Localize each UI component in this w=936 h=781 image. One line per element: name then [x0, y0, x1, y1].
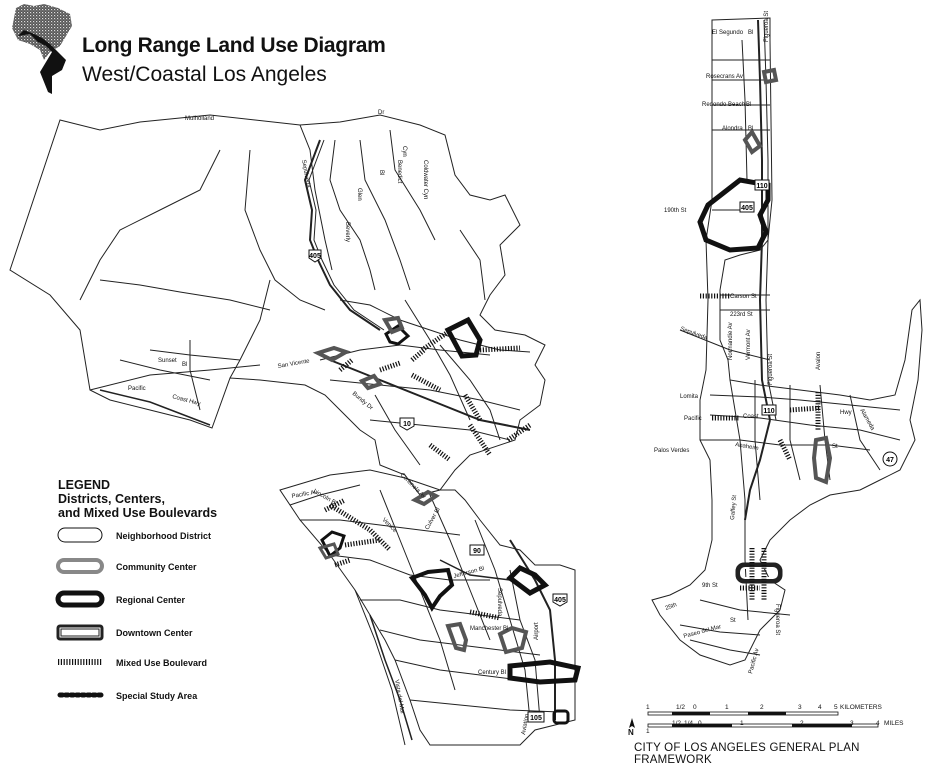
label-alondra-bl: Bl [748, 126, 754, 132]
label-lomita: Lomita [680, 394, 699, 400]
label-sunset: Sunset [158, 358, 177, 364]
label-el-segundo: El Segundo [712, 30, 744, 36]
label-rosecrans: Rosecrans Av [706, 74, 743, 80]
street-labels-west [128, 110, 540, 735]
mi-tick-1: 1/2 [672, 720, 682, 727]
label-culver: Culver Bl [424, 506, 442, 531]
legend-item-community: Community Center [116, 562, 197, 572]
legend-heading-3: and Mixed Use Boulevards [58, 506, 218, 520]
legend-item-regional: Regional Center [116, 595, 186, 605]
north-arrow-label: N [628, 728, 634, 737]
label-pacific: Pacific [128, 386, 146, 392]
label-anaheim: Anaheim [734, 442, 760, 453]
label-st-25th: St [730, 618, 736, 624]
south-region [280, 470, 575, 745]
label-carson: Carson St [730, 294, 757, 300]
km-tick-5: 3 [798, 704, 802, 711]
label-coast-east: Coast [743, 414, 759, 420]
label-alameda: Alameda [858, 408, 876, 432]
freeway-405-west-label: 405 [309, 253, 321, 260]
legend-symbols [58, 528, 102, 695]
mi-tick-3: 0 [698, 720, 702, 727]
label-9th-st: 9th St [702, 583, 718, 589]
km-tick-2: 0 [693, 704, 697, 711]
label-glen: Glen [356, 188, 362, 201]
km-tick-6: 4 [818, 704, 822, 711]
label-century: Century Bl [478, 670, 507, 676]
label-mulholland: Mulholland [185, 116, 215, 122]
label-figueroa: Figueroa St [768, 353, 774, 385]
label-sunset-bl: Bl [182, 362, 188, 368]
mi-tick-2: 1/4 [684, 720, 694, 727]
freeway-110-north [755, 180, 769, 190]
km-tick-1: 1/2 [676, 704, 686, 711]
km-label: KILOMETERS [840, 704, 882, 711]
freeway-405-east-label: 405 [741, 205, 753, 212]
label-bl-glen: Bl [378, 170, 384, 176]
mi-label: MILES [884, 720, 904, 727]
legend-item-study: Special Study Area [116, 691, 198, 701]
legend-heading-1: LEGEND [58, 478, 111, 492]
label-figueroa-top: Figueroa St [764, 10, 770, 42]
mi-tick-6: 3 [850, 720, 854, 727]
freeway-405-south [553, 594, 567, 606]
label-dr: Dr [378, 110, 385, 116]
km-tick-3: 1 [725, 704, 729, 711]
freeway-110-north-label: 110 [756, 183, 768, 190]
label-beverly: Beverly [344, 222, 350, 243]
freeway-90 [470, 545, 484, 555]
label-vista: Vista del Mar [393, 679, 406, 715]
map-subtitle: West/Coastal Los Angeles [82, 63, 327, 86]
label-coldwater: Coldwater Cyn [422, 160, 428, 200]
freeway-90-label: 90 [473, 548, 481, 555]
label-190th: 190th St [664, 208, 687, 214]
freeway-10 [400, 418, 414, 430]
label-hwy-east: Hwy [840, 410, 852, 416]
freeway-shields [309, 180, 897, 722]
map-title: Long Range Land Use Diagram [82, 34, 386, 57]
label-san-vicente: San Vicente [277, 358, 311, 370]
label-avalon: Avalon [816, 351, 822, 370]
label-paseo: Paseo del Mar [682, 624, 722, 640]
label-pacific-av-east: Pacific Av [748, 647, 761, 675]
label-manchester: Manchester Bl [470, 626, 509, 632]
freeway-10-label: 10 [403, 421, 411, 428]
label-airport: Airport [534, 622, 540, 640]
km-tick-4: 2 [760, 704, 764, 711]
freeway-105-label: 105 [530, 715, 542, 722]
km-tick-7: 5 [834, 704, 838, 711]
mi-tick-0: 1 [646, 728, 650, 735]
freeway-47 [883, 452, 897, 466]
label-pacific-east: Pacific [684, 416, 702, 422]
freeway-405-east [740, 202, 754, 212]
west-region [10, 115, 545, 495]
freeway-105 [528, 712, 544, 722]
label-cyn: Cyn [401, 146, 407, 157]
label-25th: 25th [664, 602, 678, 612]
km-tick-0: 1 [646, 704, 650, 711]
freeway-110-south-label: 110 [763, 408, 775, 415]
footer-credit: CITY OF LOS ANGELES GENERAL PLAN FRAMEWORK [634, 742, 860, 766]
label-palos-verdes: Palos Verdes [654, 448, 690, 454]
scale-bar [629, 712, 878, 728]
legend-item-neighborhood: Neighborhood District [116, 531, 211, 541]
label-normandie: Normandie Av [728, 322, 734, 360]
freeway-47-label: 47 [886, 457, 894, 464]
city-logo [12, 4, 72, 94]
label-gaffey: Gaffey St [730, 494, 739, 521]
east-region [652, 18, 922, 665]
label-sepulveda-south: Sepulveda [496, 588, 502, 617]
label-venice: Venice [380, 517, 398, 535]
street-labels-east [654, 11, 876, 675]
legend-item-mixed: Mixed Use Boulevard [116, 658, 208, 668]
mi-tick-7: 4 [876, 720, 880, 727]
label-st-anaheim-east: St [832, 444, 838, 450]
mi-tick-5: 2 [800, 720, 804, 727]
mi-tick-4: 1 [740, 720, 744, 727]
label-coast-hwy: Coast Hwy [171, 394, 202, 408]
label-jefferson: Jefferson Bl [452, 565, 486, 580]
label-223rd: 223rd St [730, 312, 753, 318]
label-lincoln: Lincoln Bl [312, 488, 338, 507]
label-sepulveda-east: Sepulveda [679, 326, 709, 342]
label-bundy: Bundy Dr [350, 390, 374, 412]
legend-item-downtown: Downtown Center [116, 628, 193, 638]
label-figueroa-south: Figueroa St [774, 604, 780, 636]
label-sepulveda: Sepulveda [300, 159, 311, 189]
label-pacific-av: Pacific Av [291, 489, 318, 500]
freeway-405-south-label: 405 [554, 597, 566, 604]
label-redondo-bl: Bl [746, 102, 752, 108]
label-redondo: Redondo Beach [702, 102, 746, 108]
label-el-segundo-bl: Bl [748, 30, 754, 36]
label-alondra: Alondra [722, 126, 743, 132]
label-vermont: Vermont Av [746, 329, 752, 360]
freeway-110-south [762, 405, 776, 415]
label-aviation: Aviation [521, 713, 531, 736]
label-benedict: Benedict [396, 160, 402, 184]
label-centinela: Centinela Av [398, 472, 427, 501]
legend-heading-2: Districts, Centers, [58, 492, 165, 506]
